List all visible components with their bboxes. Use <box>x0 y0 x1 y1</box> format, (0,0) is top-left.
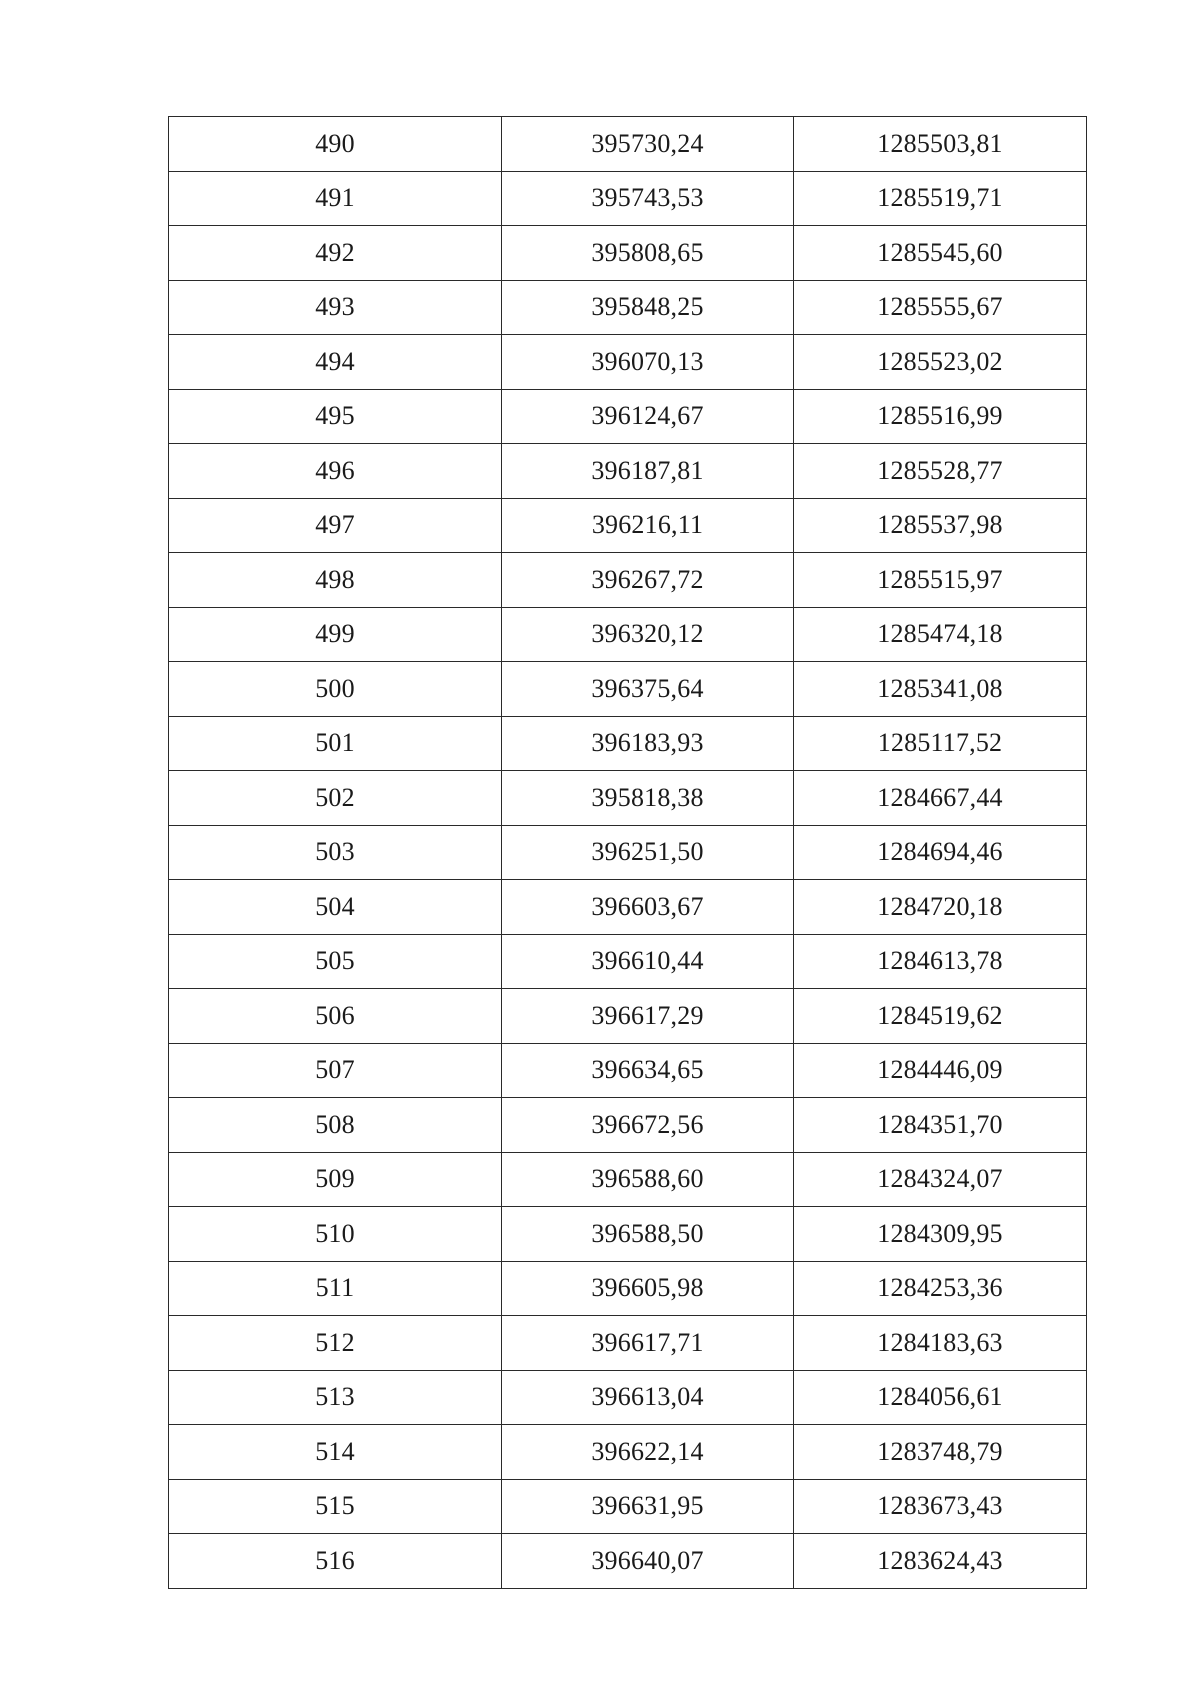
y-coordinate-cell: 1285341,08 <box>794 662 1087 717</box>
table-row <box>169 1152 1087 1207</box>
x-coordinate-cell: 396251,50 <box>502 825 794 880</box>
x-coordinate-cell: 396187,81 <box>502 444 794 499</box>
point-number-cell: 512 <box>169 1316 502 1371</box>
y-coordinate-cell: 1284324,07 <box>794 1152 1087 1207</box>
point-number-cell: 491 <box>169 171 502 226</box>
x-coordinate-cell: 396588,50 <box>502 1207 794 1262</box>
y-coordinate-cell: 1285523,02 <box>794 335 1087 390</box>
y-coordinate-cell: 1285519,71 <box>794 171 1087 226</box>
point-number-cell: 506 <box>169 989 502 1044</box>
x-coordinate-cell: 396631,95 <box>502 1479 794 1534</box>
x-coordinate-cell: 396610,44 <box>502 934 794 989</box>
table-row <box>169 934 1087 989</box>
point-number-cell: 492 <box>169 226 502 281</box>
x-coordinate-cell: 396070,13 <box>502 335 794 390</box>
table-row <box>169 1479 1087 1534</box>
point-number-cell: 495 <box>169 389 502 444</box>
table-row <box>169 607 1087 662</box>
point-number-cell: 500 <box>169 662 502 717</box>
table-row <box>169 1370 1087 1425</box>
y-coordinate-cell: 1285516,99 <box>794 389 1087 444</box>
table-row <box>169 989 1087 1044</box>
x-coordinate-cell: 395730,24 <box>502 117 794 172</box>
y-coordinate-cell: 1283673,43 <box>794 1479 1087 1534</box>
y-coordinate-cell: 1285555,67 <box>794 280 1087 335</box>
x-coordinate-cell: 396216,11 <box>502 498 794 553</box>
x-coordinate-cell: 395818,38 <box>502 771 794 826</box>
table-row <box>169 498 1087 553</box>
point-number-cell: 507 <box>169 1043 502 1098</box>
x-coordinate-cell: 396617,29 <box>502 989 794 1044</box>
point-number-cell: 510 <box>169 1207 502 1262</box>
point-number-cell: 503 <box>169 825 502 880</box>
y-coordinate-cell: 1285537,98 <box>794 498 1087 553</box>
table-row <box>169 553 1087 608</box>
point-number-cell: 496 <box>169 444 502 499</box>
point-number-cell: 494 <box>169 335 502 390</box>
x-coordinate-cell: 396588,60 <box>502 1152 794 1207</box>
x-coordinate-cell: 395848,25 <box>502 280 794 335</box>
x-coordinate-cell: 396672,56 <box>502 1098 794 1153</box>
x-coordinate-cell: 395743,53 <box>502 171 794 226</box>
x-coordinate-cell: 396603,67 <box>502 880 794 935</box>
y-coordinate-cell: 1285503,81 <box>794 117 1087 172</box>
y-coordinate-cell: 1284183,63 <box>794 1316 1087 1371</box>
point-number-cell: 490 <box>169 117 502 172</box>
table-row <box>169 444 1087 499</box>
point-number-cell: 497 <box>169 498 502 553</box>
table-row <box>169 880 1087 935</box>
point-number-cell: 516 <box>169 1534 502 1589</box>
point-number-cell: 502 <box>169 771 502 826</box>
y-coordinate-cell: 1284694,46 <box>794 825 1087 880</box>
x-coordinate-cell: 396640,07 <box>502 1534 794 1589</box>
y-coordinate-cell: 1284720,18 <box>794 880 1087 935</box>
point-number-cell: 493 <box>169 280 502 335</box>
table-row <box>169 716 1087 771</box>
point-number-cell: 514 <box>169 1425 502 1480</box>
y-coordinate-cell: 1284056,61 <box>794 1370 1087 1425</box>
y-coordinate-cell: 1285515,97 <box>794 553 1087 608</box>
point-number-cell: 515 <box>169 1479 502 1534</box>
y-coordinate-cell: 1285474,18 <box>794 607 1087 662</box>
y-coordinate-cell: 1285545,60 <box>794 226 1087 281</box>
table-row <box>169 1207 1087 1262</box>
table-row <box>169 389 1087 444</box>
x-coordinate-cell: 396605,98 <box>502 1261 794 1316</box>
table-row <box>169 825 1087 880</box>
y-coordinate-cell: 1284519,62 <box>794 989 1087 1044</box>
x-coordinate-cell: 396634,65 <box>502 1043 794 1098</box>
table-row <box>169 171 1087 226</box>
x-coordinate-cell: 396617,71 <box>502 1316 794 1371</box>
table-row <box>169 335 1087 390</box>
x-coordinate-cell: 396183,93 <box>502 716 794 771</box>
y-coordinate-cell: 1284309,95 <box>794 1207 1087 1262</box>
y-coordinate-cell: 1284446,09 <box>794 1043 1087 1098</box>
table-row <box>169 771 1087 826</box>
table-row <box>169 1098 1087 1153</box>
point-number-cell: 504 <box>169 880 502 935</box>
table-row <box>169 1261 1087 1316</box>
y-coordinate-cell: 1283624,43 <box>794 1534 1087 1589</box>
x-coordinate-cell: 395808,65 <box>502 226 794 281</box>
y-coordinate-cell: 1284351,70 <box>794 1098 1087 1153</box>
coordinates-table <box>168 116 1087 1589</box>
point-number-cell: 508 <box>169 1098 502 1153</box>
table-row <box>169 117 1087 172</box>
table-row <box>169 662 1087 717</box>
table-row <box>169 226 1087 281</box>
y-coordinate-cell: 1285117,52 <box>794 716 1087 771</box>
y-coordinate-cell: 1284667,44 <box>794 771 1087 826</box>
point-number-cell: 499 <box>169 607 502 662</box>
point-number-cell: 511 <box>169 1261 502 1316</box>
table-row <box>169 1534 1087 1589</box>
point-number-cell: 501 <box>169 716 502 771</box>
point-number-cell: 509 <box>169 1152 502 1207</box>
coordinates-table-body <box>169 117 1087 1589</box>
y-coordinate-cell: 1284613,78 <box>794 934 1087 989</box>
table-row <box>169 1043 1087 1098</box>
y-coordinate-cell: 1283748,79 <box>794 1425 1087 1480</box>
y-coordinate-cell: 1284253,36 <box>794 1261 1087 1316</box>
point-number-cell: 498 <box>169 553 502 608</box>
x-coordinate-cell: 396375,64 <box>502 662 794 717</box>
table-row <box>169 1316 1087 1371</box>
x-coordinate-cell: 396320,12 <box>502 607 794 662</box>
point-number-cell: 513 <box>169 1370 502 1425</box>
y-coordinate-cell: 1285528,77 <box>794 444 1087 499</box>
x-coordinate-cell: 396124,67 <box>502 389 794 444</box>
x-coordinate-cell: 396267,72 <box>502 553 794 608</box>
table-row <box>169 1425 1087 1480</box>
x-coordinate-cell: 396622,14 <box>502 1425 794 1480</box>
table-row <box>169 280 1087 335</box>
x-coordinate-cell: 396613,04 <box>502 1370 794 1425</box>
point-number-cell: 505 <box>169 934 502 989</box>
